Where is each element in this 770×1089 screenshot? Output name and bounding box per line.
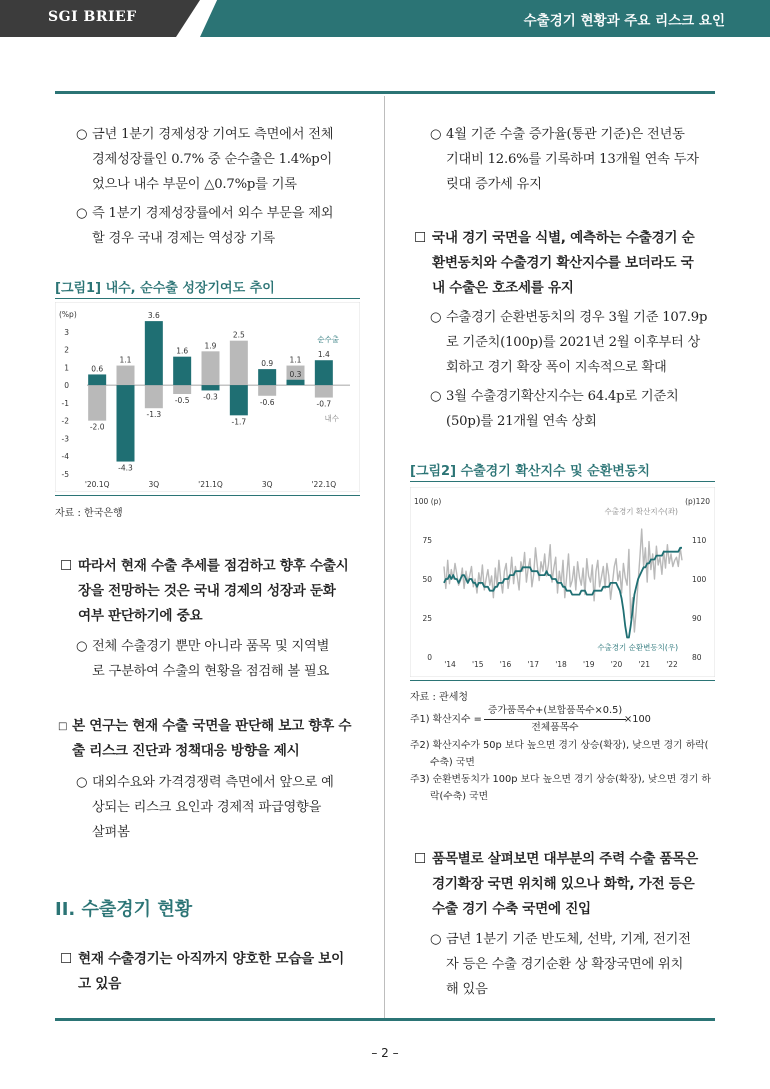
note-label: 주1) 확산지수 = [410,714,482,725]
text-line: 경기확장 국면 위치해 있으나 화학, 가전 등은 [432,876,695,892]
text-line: 따라서 현재 수출 추세를 점검하고 향후 수출시 [78,558,349,574]
x-tick-label: '20.1Q [84,480,110,489]
left-square-1 [60,554,378,629]
text-line: 기대비 12.6%를 기록하며 13개월 연속 두자 [446,152,699,167]
y-axis-unit: (%p) [59,310,77,319]
page-number: – 2 – [371,1046,399,1060]
data-label: 1.1 [119,355,132,365]
bar-net-exports [202,385,220,390]
text-line: (50p)를 21개월 연속 상회 [446,414,597,429]
circle-bullet-icon: ○ [430,389,442,404]
text-line: 할 경우 국내 경제는 역성장 기록 [92,231,275,246]
right-tick-label: 100 [692,575,707,584]
note-denominator: 전체품목수 [531,722,579,733]
right-tick-label: 90 [692,614,702,623]
text-line: 수출 경기 수축 국면에 진입 [432,901,591,917]
bar-domestic [258,385,276,396]
text-line: 대외수요와 가격경쟁력 측면에서 앞으로 예 [92,775,334,790]
left-tick-label: 0 [427,653,432,662]
y-tick-label: 1 [64,363,69,373]
figure2-note-3 [410,771,720,805]
text-line: 수출경기 순환변동치의 경우 3월 기준 107.9p [446,310,708,325]
text-line: 장을 전망하는 것은 국내 경제의 성장과 둔화 [78,583,336,599]
bar-net-exports [287,380,305,385]
right-axis-unit: (p)120 [685,497,710,506]
x-tick-label: '15 [471,660,484,669]
text-line: 전체 수출경기 뿐만 아니라 품목 및 지역별 [92,639,330,654]
top-rule [55,91,715,94]
y-tick-label: 0 [64,381,69,391]
x-tick-label: '22 [666,660,678,669]
left-bullet-4 [76,770,382,845]
text-line: 본 연구는 현재 수출 국면을 판단해 보고 향후 수 [72,718,352,734]
bar-domestic [202,351,220,385]
data-label: 2.5 [232,330,245,340]
bottom-rule [55,1018,715,1021]
note-multiplier: ×100 [624,714,651,725]
data-label: 1.9 [204,341,217,351]
text-line: 주3) 순환변동치가 100p 보다 높으면 경기 상승(확장), 낮으면 경기 하 [410,774,711,785]
data-label: -0.6 [259,397,275,407]
text-line: 여부 판단하기에 중요 [78,608,203,624]
legend-cyclical-component: 수출경기 순환변동치(우) [597,643,678,652]
figure2-bottom-rule [410,680,715,681]
text-line: 경제성장률인 0.7% 중 순수출은 1.4%p이 [92,152,333,167]
circle-bullet-icon: ○ [430,932,442,947]
left-tick-label: 75 [422,536,432,545]
text-line: 3월 수출경기확산지수는 64.4p로 기준치 [446,389,679,404]
data-label: 1.6 [176,346,189,356]
bar-domestic [88,385,106,421]
data-label: -0.7 [316,399,332,409]
y-tick-label: 2 [64,345,69,355]
x-tick-label: 3Q [261,480,273,489]
circle-bullet-icon: ○ [76,775,88,790]
bar-net-exports [145,321,163,385]
right-tick-label: 110 [692,536,707,545]
figure2-note-2 [410,737,720,771]
y-tick-label: -3 [61,434,69,444]
text-line: 릿대 증가세 유지 [446,177,542,192]
left-tick-label: 50 [422,575,432,584]
text-line: 수축) 국면 [430,757,475,768]
circle-bullet-icon: ○ [430,310,442,325]
right-bullet-4 [430,927,721,1002]
text-line: 내 수출은 호조세를 유지 [432,280,574,296]
x-tick-label: '21 [638,660,651,669]
legend-domestic: 내수 [324,414,339,423]
text-line: 주2) 확산지수가 50p 보다 높으면 경기 상승(확장), 낮으면 경기 하락( [410,740,709,751]
data-label: 3.6 [147,311,160,321]
data-label: -4.3 [118,463,133,473]
right-square-2 [414,847,718,922]
circle-bullet-icon: ○ [76,127,88,142]
bar-net-exports [117,385,135,461]
header-title: 수출경기 현황과 주요 리스크 요인 [523,13,725,29]
text-line: 즉 1분기 경제성장률에서 외수 부문을 제외 [92,206,334,221]
text-line: 현재 수출경기는 아직까지 양호한 모습을 보이 [78,951,344,967]
right-bullet-3 [430,384,721,434]
data-label: -1.7 [231,417,247,427]
left-square-2 [58,714,378,764]
x-tick-label: '21.1Q [198,480,223,489]
bar-net-exports [173,357,191,385]
x-tick-label: 3Q [148,480,160,489]
note-numerator: 증가품목수+(보합품목수×0.5) [484,703,626,720]
data-label: 1.1 [289,355,302,365]
y-tick-label: -5 [61,470,69,479]
text-line: 해 있음 [446,982,488,997]
text-line: 국내 경기 국면을 식별, 예측하는 수출경기 순 [432,230,695,246]
square-bullet-icon: □ [58,721,68,732]
text-line: 었으나 내수 부문이 △0.7%p를 기록 [92,177,297,192]
data-label: 1.4 [317,350,330,360]
figure2-source: 자료 : 관세청 [410,692,469,703]
x-tick-label: '16 [499,660,512,669]
text-line: 4월 기준 수출 증가율(통관 기준)은 전년동 [446,127,685,142]
x-tick-label: '14 [444,660,456,669]
x-tick-label: '20 [610,660,623,669]
text-line: 품목별로 살펴보면 대부분의 주력 수출 품목은 [432,851,698,867]
figure1-bar-chart [55,302,360,492]
text-line: 회하고 경기 확장 폭이 지속적으로 확대 [446,360,667,375]
figure1-rule [55,298,360,299]
text-line: 로 기준치(100p)를 2021년 2월 이후부터 상 [446,335,701,350]
bar-net-exports [315,360,333,385]
text-line: 상되는 리스크 요인과 경제적 파급영향을 [92,800,322,815]
left-tick-label: 25 [422,614,432,623]
square-bullet-icon: ☐ [414,230,426,246]
column-divider [384,96,385,1018]
data-label: 0.3 [289,369,302,379]
text-line: 고 있음 [78,976,121,992]
text-line: 금년 1분기 기준 반도체, 선박, 기계, 전기전 [446,932,691,947]
y-tick-label: -1 [61,398,69,408]
right-bullet-2 [430,305,721,380]
x-tick-label: '22.1Q [311,480,337,489]
figure1-source: 자료 : 한국은행 [55,508,123,519]
data-label: 0.6 [91,364,104,374]
bar-domestic [117,366,135,386]
square-bullet-icon: ☐ [414,851,426,867]
circle-bullet-icon: ○ [76,639,88,654]
figure2-title: [그림2] 수출경기 확산지수 및 순환변동치 [410,464,650,479]
legend-diffusion-index: 수출경기 확산지수(좌) [604,507,678,516]
section-heading: II. 수출경기 현황 [55,899,193,920]
left-bullet-3 [76,634,382,684]
text-line: 출 리스크 진단과 정책대응 방향을 제시 [72,743,300,759]
left-bullet-2 [76,201,382,251]
left-bullet-1 [76,122,382,197]
bar-net-exports [258,369,276,385]
x-tick-label: '18 [555,660,567,669]
y-tick-label: -4 [61,452,69,462]
data-label: -2.0 [89,422,105,432]
text-line: 로 구분하여 수출의 현황을 점검해 볼 필요 [92,664,330,679]
data-label: 0.9 [261,359,274,369]
y-tick-label: -2 [61,416,69,426]
bar-net-exports [230,385,248,415]
text-line: 자 등은 수출 경기순환 상 확장국면에 위치 [446,957,684,972]
data-label: -0.5 [174,396,190,405]
right-square-1 [414,226,718,301]
circle-bullet-icon: ○ [430,127,442,142]
x-tick-label: '19 [582,660,595,669]
right-tick-label: 80 [692,653,702,662]
square-bullet-icon: ☐ [60,951,72,967]
figure2-rule [410,481,715,482]
square-bullet-icon: ☐ [60,558,72,574]
circle-bullet-icon: ○ [76,206,88,221]
right-bullet-1 [430,122,721,197]
text-line: 살펴봄 [92,825,130,840]
figure1-bottom-rule [55,495,360,496]
bar-domestic [173,385,191,394]
text-line: 금년 1분기 경제성장 기여도 측면에서 전체 [92,127,334,142]
legend-net-exports: 순수출 [317,335,339,344]
figure1-title: [그림1] 내수, 순수출 성장기여도 추이 [55,281,275,296]
x-tick-label: '17 [527,660,540,669]
bar-domestic [315,385,333,397]
text-line: 환변동치와 수출경기 확산지수를 보더라도 국 [432,255,694,271]
data-label: -1.3 [146,410,162,420]
brand-label: SGI BRIEF [48,9,137,25]
bar-domestic [145,385,163,408]
left-square-3 [60,947,378,997]
left-axis-unit: 100 (p) [414,497,442,506]
text-line: 락(수축) 국면 [430,791,489,802]
figure2-line-chart [410,487,715,677]
page-header [0,0,770,37]
y-tick-label: 3 [64,327,69,337]
data-label: -0.3 [203,392,218,402]
bar-domestic [230,341,248,385]
bar-net-exports [88,374,106,385]
